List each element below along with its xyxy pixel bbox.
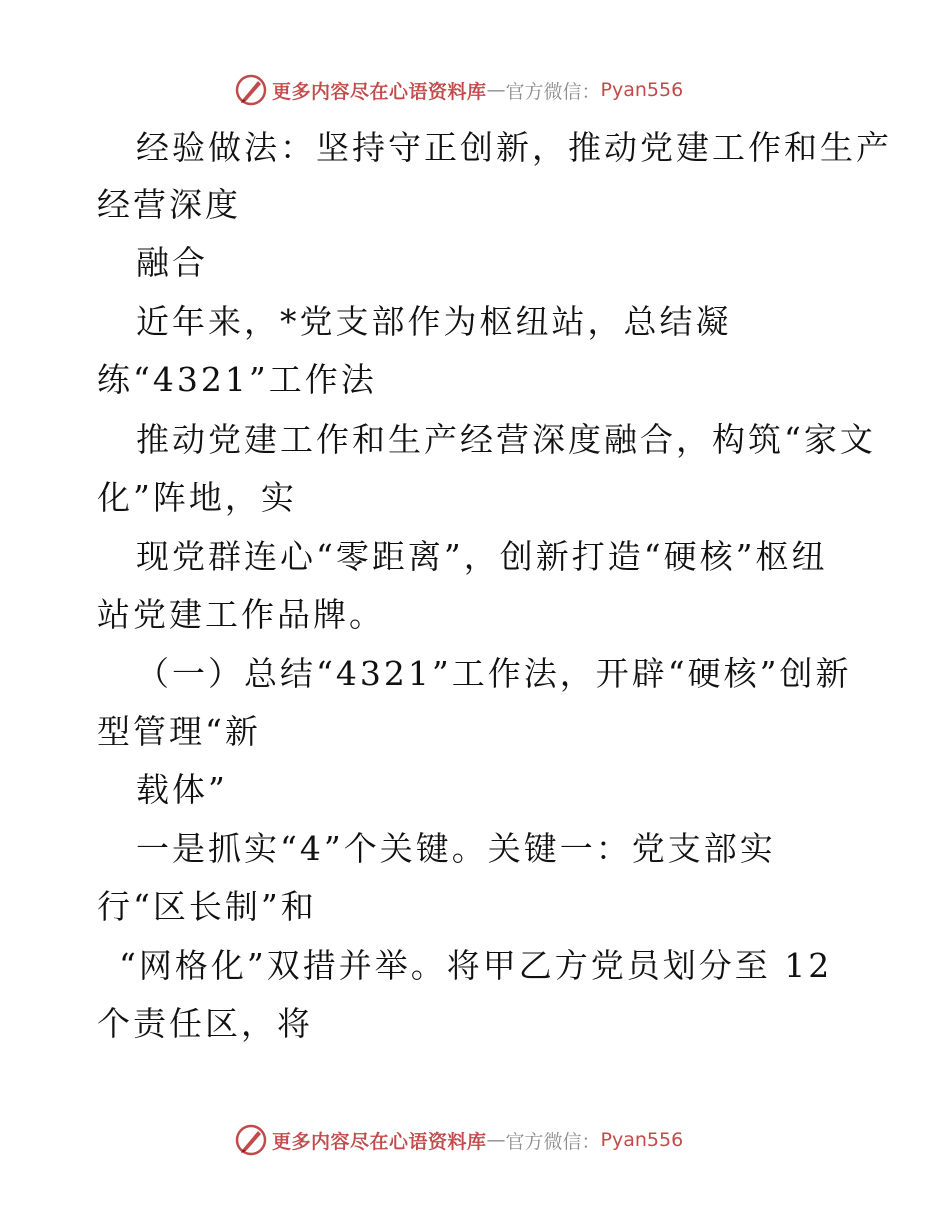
watermark-id: Pyan556 [600, 79, 684, 101]
watermark-dash: — [486, 1129, 506, 1151]
body-line: 载体” [136, 770, 228, 809]
watermark-sub: 官方微信： [505, 1130, 601, 1153]
watermark-id: Pyan556 [600, 1129, 684, 1151]
watermark-sub: 官方微信： [505, 80, 601, 103]
body-line: 现党群连心“零距离”，创新打造“硬核”枢纽 [136, 537, 828, 576]
body-line: 一是抓实“4”个关键。关键一：党支部实 [136, 829, 776, 868]
pen-logo-icon [234, 1123, 268, 1157]
body-line: 化”阵地，实 [97, 478, 297, 517]
watermark-text: 更多内容尽在心语资料库 [272, 1130, 487, 1153]
watermark-text: 更多内容尽在心语资料库 [272, 80, 487, 103]
header-watermark [234, 72, 683, 108]
body-line: 经验做法：坚持守正创新，推动党建工作和生产 [136, 128, 892, 167]
body-line: 融合 [136, 243, 208, 282]
body-line: 推动党建工作和生产经营深度融合，构筑“家文 [136, 420, 876, 459]
pen-logo-icon [234, 73, 268, 107]
body-line: 个责任区，将 [97, 1004, 313, 1043]
footer-watermark [234, 1122, 683, 1158]
body-line: 型管理“新 [97, 712, 261, 751]
body-line: “网格化”双措并举。将甲乙方党员划分至 12 [119, 946, 833, 985]
body-line: （一）总结“4321”工作法，开辟“硬核”创新 [136, 654, 852, 693]
body-line: 站党建工作品牌。 [97, 595, 385, 634]
body-line: 行“区长制”和 [97, 887, 317, 926]
body-line: 练“4321”工作法 [97, 360, 377, 399]
watermark-dash: — [486, 79, 506, 101]
body-line: 经营深度 [97, 185, 241, 224]
body-line: 近年来，*党支部作为枢纽站，总结凝 [136, 302, 732, 341]
